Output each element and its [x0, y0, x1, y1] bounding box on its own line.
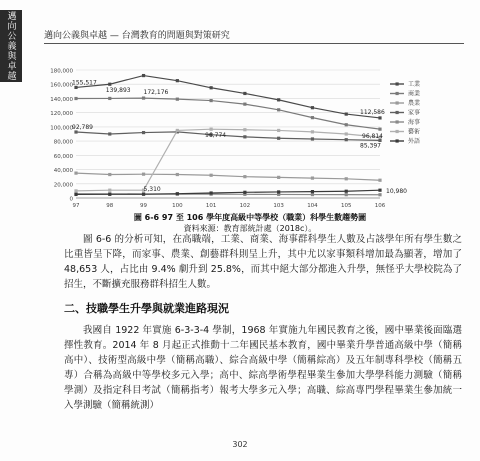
data-label: 139,893: [105, 87, 131, 95]
x-tick-label: 103: [273, 203, 284, 209]
figure-caption: [40, 212, 460, 234]
data-point: [378, 189, 381, 192]
data-point: [311, 130, 314, 133]
data-point: [378, 193, 381, 196]
legend-label: 農業: [408, 100, 421, 108]
x-tick-label: 100: [172, 203, 183, 209]
data-label: 96,814: [362, 133, 383, 141]
x-tick-label: 105: [340, 203, 352, 209]
data-point: [243, 175, 246, 178]
x-tick-label: 104: [307, 203, 318, 209]
data-point: [142, 131, 145, 134]
legend-marker: [396, 101, 399, 104]
data-point: [345, 177, 348, 180]
data-point: [345, 123, 348, 126]
legend-label: 外語: [408, 138, 421, 146]
y-tick-label: 40,000: [53, 168, 73, 175]
legend-label: 商業: [408, 90, 421, 98]
y-tick-label: 100,000: [50, 125, 73, 132]
figure-title: 圖 6-6 97 至 106 學年度高級中等學校（職業）科學生數趨勢圖: [133, 213, 367, 222]
data-label: 92,789: [72, 124, 93, 132]
data-label: 155,517: [72, 79, 97, 87]
data-point: [243, 191, 246, 194]
x-tick-label: 102: [239, 203, 251, 209]
data-point: [311, 137, 314, 140]
data-point: [378, 116, 381, 119]
data-point: [277, 129, 280, 132]
legend-marker: [396, 130, 399, 133]
data-point: [176, 98, 179, 101]
data-point: [108, 193, 111, 196]
data-point: [142, 74, 145, 77]
x-tick-label: 106: [374, 203, 386, 209]
y-tick-label: 20,000: [53, 182, 73, 189]
data-point: [108, 173, 111, 176]
legend-marker: [396, 120, 399, 123]
data-point: [210, 191, 213, 194]
running-head: 邁向公義與卓越 — 台灣教育的問題與對策研究: [44, 28, 464, 44]
data-point: [176, 79, 179, 82]
data-point: [345, 190, 348, 193]
data-point: [277, 176, 280, 179]
legend-label: 家事: [408, 109, 421, 117]
side-tab: 邁向公義與卓越: [0, 10, 22, 82]
data-point: [74, 172, 77, 175]
body-paragraph-2: 我國自 1922 年實施 6-3-3-4 學制，1968 年實施九年國民教育之後，國中畢業後面臨選擇性教育。2014 年 8 月起正式推動十二年國民基本教育，國中畢業升學普通高級中學（簡稱高中）、技術型高級中學（簡稱高職）、綜合高級中學（簡稱綜高）及五年制專科學校（簡稱五專）合稱為高級中等學校多元入學；高中、綜高學術學程畢業生參加大學學科能力測驗（簡稱學測）及指定科目考試（簡稱指考）報考大學多元入學；高職、綜高專門學程畢業生參加統一入學測驗（簡稱統測）: [64, 325, 462, 411]
data-point: [378, 179, 381, 182]
series-line-1: [76, 76, 380, 118]
data-point: [176, 129, 179, 132]
data-point: [108, 83, 111, 86]
legend-label: 藝術: [408, 128, 421, 136]
data-point: [176, 173, 179, 176]
data-point: [311, 106, 314, 109]
legend-marker: [396, 82, 399, 85]
series-line-6: [76, 129, 380, 191]
data-point: [210, 99, 213, 102]
data-point: [176, 192, 179, 195]
data-point: [277, 98, 280, 101]
section-heading: 二、技職學生升學與就業進路現況: [64, 302, 229, 315]
data-point: [243, 128, 246, 131]
data-label: 5,310: [143, 185, 161, 193]
data-point: [142, 193, 145, 196]
data-point: [345, 112, 348, 115]
x-tick-label: 97: [72, 203, 80, 209]
trend-chart: [40, 60, 460, 212]
body-paragraph-1: 圖 6-6 的分析可知，在高職端，工業、商業、海事群科學生人數及占該學年所有學生數之比重皆呈下降，而家事、農業、創藝群科則呈上升，其中尤以家事類科增加最為顯著，增加了 48,653 人，占比由 9.4% 劇升到 25.8%，而其中絕大部分都進入升學，無怪乎大學校院為了招生，不斷擴充服務群科招生人數。: [64, 234, 462, 290]
x-tick-label: 99: [140, 203, 148, 209]
chart-svg: [40, 60, 460, 212]
data-point: [311, 116, 314, 119]
y-tick-label: 140,000: [50, 96, 73, 103]
legend-marker: [396, 111, 399, 114]
data-label: 172,176: [143, 89, 169, 97]
y-tick-label: 160,000: [50, 82, 73, 89]
page-number: 302: [232, 440, 248, 449]
series-line-2: [76, 98, 380, 129]
data-point: [378, 128, 381, 131]
data-point: [142, 96, 145, 99]
data-point: [210, 128, 213, 131]
data-point: [108, 132, 111, 135]
data-point: [345, 132, 348, 135]
data-point: [243, 103, 246, 106]
data-point: [74, 193, 77, 196]
y-tick-label: 80,000: [53, 139, 73, 146]
figure-source: 資料來源：教育部統計處（2018c）。: [183, 224, 317, 233]
data-label: 112,586: [360, 108, 385, 116]
data-point: [311, 176, 314, 179]
data-point: [142, 173, 145, 176]
y-tick-label: 0: [69, 196, 73, 203]
data-label: 85,397: [360, 142, 381, 150]
data-point: [108, 97, 111, 100]
data-label: 10,980: [386, 188, 407, 196]
legend-marker: [396, 139, 399, 142]
data-point: [345, 138, 348, 141]
data-label: 96,774: [205, 132, 227, 140]
data-point: [210, 86, 213, 89]
y-tick-label: 180,000: [50, 68, 73, 75]
legend-label: 海事: [408, 119, 421, 127]
data-point: [243, 135, 246, 138]
data-point: [277, 190, 280, 193]
data-point: [210, 174, 213, 177]
y-tick-label: 60,000: [53, 153, 73, 160]
legend-marker: [396, 92, 399, 95]
data-point: [108, 189, 111, 192]
data-point: [311, 193, 314, 196]
data-point: [74, 189, 77, 192]
data-point: [74, 97, 77, 100]
legend-label: 工業: [408, 81, 421, 89]
data-point: [243, 92, 246, 95]
data-point: [277, 137, 280, 140]
y-tick-label: 120,000: [50, 111, 73, 118]
x-tick-label: 101: [205, 203, 217, 209]
data-point: [277, 108, 280, 111]
data-point: [345, 193, 348, 196]
series-line-3: [76, 173, 380, 180]
data-point: [311, 190, 314, 193]
x-tick-label: 98: [106, 203, 114, 209]
